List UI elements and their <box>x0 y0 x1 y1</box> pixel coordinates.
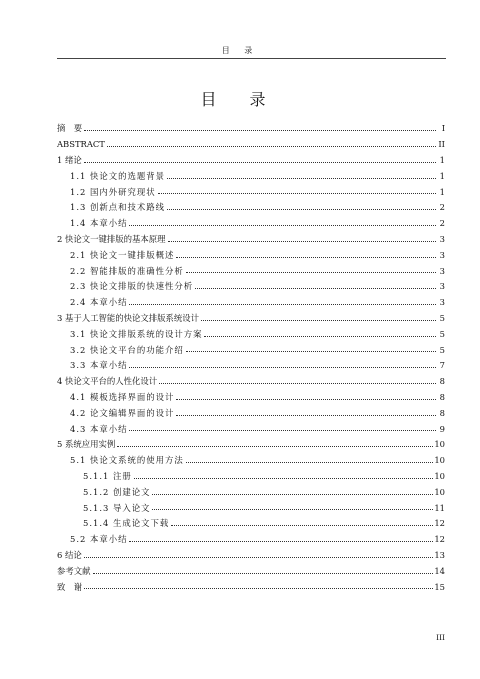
toc-entry[interactable] <box>57 322 445 338</box>
toc-entry-label: 2 快论文一键排版的基本原理 <box>57 233 166 244</box>
toc-leader-dots <box>176 399 436 400</box>
toc-entry-page: 3 <box>439 249 445 260</box>
toc-leader-dots <box>159 383 436 384</box>
toc-entry[interactable] <box>57 528 445 544</box>
toc-entry[interactable] <box>57 149 445 165</box>
toc-entry-page: 2 <box>439 202 445 213</box>
toc-leader-dots <box>176 257 436 258</box>
toc-entry[interactable] <box>57 575 445 591</box>
toc-leader-dots <box>107 146 436 147</box>
toc-entry[interactable] <box>57 417 445 433</box>
toc-leader-dots <box>158 193 436 194</box>
toc-entry-page: 5 <box>439 312 445 323</box>
toc-leader-dots <box>117 446 433 447</box>
toc-leader-dots <box>171 525 433 526</box>
toc-entry-label: 1.3 创新点和技术路线 <box>70 202 165 213</box>
toc-entry-label: 1.1 快论文的选题背景 <box>70 170 165 181</box>
toc-entry[interactable] <box>57 291 445 307</box>
toc-entry-label: 3.2 快论文平台的功能介绍 <box>70 344 184 355</box>
toc-entry-label: 5.1 快论文系统的使用方法 <box>70 455 184 466</box>
toc-leader-dots <box>129 430 436 431</box>
toc-entry-page: 10 <box>434 486 445 497</box>
toc-entry-page: 8 <box>439 376 445 387</box>
toc-entry-label: 2.3 快论文排版的快速性分析 <box>70 281 194 292</box>
toc-entry-label: 3.1 快论文排版系统的设计方案 <box>70 328 203 339</box>
running-header: 目 录 <box>221 46 259 55</box>
toc-entry-label: 6 结论 <box>57 549 82 560</box>
toc-entry-page: 14 <box>434 565 445 576</box>
toc-entry-label: 5.1.4 生成论文下载 <box>83 518 170 529</box>
toc-entry[interactable] <box>57 275 445 291</box>
toc-entry-label: 5.1.1 注册 <box>83 470 132 481</box>
toc-entry[interactable] <box>57 259 445 275</box>
toc-entry[interactable] <box>57 401 445 417</box>
toc-entry-page: 2 <box>439 218 445 229</box>
toc-entry-page: 8 <box>439 407 445 418</box>
toc-entry-page: 12 <box>434 534 445 545</box>
toc-leader-dots <box>152 509 433 510</box>
toc-entry-label: 5 系统应用实例 <box>57 439 116 450</box>
toc-entry-label: 4.1 模板选择界面的设计 <box>70 391 175 402</box>
toc-entry-page: 10 <box>434 470 445 481</box>
toc-leader-dots <box>186 272 436 273</box>
toc-entry-label: 参考文献 <box>57 565 91 576</box>
toc-entry-label: 4.2 论文编辑界面的设计 <box>70 407 175 418</box>
toc-entry-page: I <box>441 123 445 134</box>
toc-entry-page: 5 <box>439 328 445 339</box>
toc-leader-dots <box>168 241 437 242</box>
toc-entry-label: 2.4 本章小结 <box>70 297 128 308</box>
toc-leader-dots <box>186 462 434 463</box>
toc-leader-dots <box>201 320 436 321</box>
toc-leader-dots <box>84 130 436 131</box>
toc-entry[interactable] <box>57 180 445 196</box>
toc-entry-page: 1 <box>439 170 445 181</box>
toc-entry-page: 11 <box>434 502 445 513</box>
toc-entry[interactable] <box>57 386 445 402</box>
toc-entry[interactable] <box>57 164 445 180</box>
toc-entry[interactable] <box>57 512 445 528</box>
toc-entry[interactable] <box>57 559 445 575</box>
toc-entry-page: 1 <box>439 154 445 165</box>
toc-leader-dots <box>84 588 433 589</box>
toc-entry-page: 7 <box>439 360 445 371</box>
toc-leader-dots <box>134 478 434 479</box>
toc-entry[interactable] <box>57 354 445 370</box>
toc-entry-label: 3 基于人工智能的快论文排版系统设计 <box>57 312 199 323</box>
toc-entry[interactable] <box>57 228 445 244</box>
toc-leader-dots <box>176 415 436 416</box>
toc-entry[interactable] <box>57 196 445 212</box>
toc-entry-page: 3 <box>439 233 445 244</box>
toc-entry-label: 致 谢 <box>57 581 83 592</box>
toc-entry[interactable] <box>57 449 445 465</box>
toc-entry[interactable] <box>57 133 445 149</box>
toc-entry-page: 12 <box>434 518 445 529</box>
toc-leader-dots <box>93 573 434 574</box>
toc-entry-page: 5 <box>439 344 445 355</box>
toc-leader-dots <box>152 494 433 495</box>
page-number: III <box>436 633 445 642</box>
toc-entry-label: 1.4 本章小结 <box>70 218 128 229</box>
toc-entry-page: 3 <box>439 281 445 292</box>
toc-leader-dots <box>186 351 436 352</box>
toc-leader-dots <box>195 288 436 289</box>
toc-leader-dots <box>129 367 436 368</box>
toc-entry-page: 9 <box>439 423 445 434</box>
toc-entry-label: 2.1 快论文一键排版概述 <box>70 249 175 260</box>
toc-entry-label: 1.2 国内外研究现状 <box>70 186 156 197</box>
toc-entry-label: 2.2 智能排版的准确性分析 <box>70 265 184 276</box>
toc-entry-page: 3 <box>439 297 445 308</box>
toc-entry[interactable] <box>57 433 445 449</box>
toc-entry[interactable] <box>57 307 445 323</box>
header-rule <box>57 58 446 59</box>
toc-entry-label: 摘 要 <box>57 123 83 134</box>
toc-leader-dots <box>129 304 436 305</box>
toc-entry-page: 15 <box>434 581 445 592</box>
toc-entry-page: 1 <box>439 186 445 197</box>
toc-entry-label: 4 快论文平台的人性化设计 <box>57 376 158 387</box>
toc-entry-page: II <box>438 139 445 150</box>
toc-entry-page: 10 <box>434 439 445 450</box>
toc-leader-dots <box>84 557 434 558</box>
toc-entry[interactable] <box>57 212 445 228</box>
toc-entry-page: 3 <box>439 265 445 276</box>
toc-leader-dots <box>167 209 436 210</box>
toc-leader-dots <box>129 541 433 542</box>
toc-leader-dots <box>129 225 436 226</box>
toc-list <box>57 117 445 591</box>
toc-title: 目 录 <box>200 90 280 109</box>
toc-entry[interactable] <box>57 370 445 386</box>
toc-entry[interactable] <box>57 243 445 259</box>
toc-entry-label: 5.1.2 创建论文 <box>83 486 151 497</box>
toc-leader-dots <box>84 162 436 163</box>
toc-entry[interactable] <box>57 480 445 496</box>
toc-entry[interactable] <box>57 338 445 354</box>
toc-entry-page: 8 <box>439 391 445 402</box>
toc-entry[interactable] <box>57 465 445 481</box>
toc-entry-label: 3.3 本章小结 <box>70 360 128 371</box>
toc-entry-page: 13 <box>434 549 445 560</box>
toc-entry-label: ABSTRACT <box>57 139 105 150</box>
toc-entry[interactable] <box>57 544 445 560</box>
toc-entry[interactable] <box>57 496 445 512</box>
toc-entry-label: 5.2 本章小结 <box>70 534 128 545</box>
toc-entry-label: 4.3 本章小结 <box>70 423 128 434</box>
toc-leader-dots <box>204 336 436 337</box>
toc-leader-dots <box>167 178 436 179</box>
toc-entry[interactable] <box>57 117 445 133</box>
toc-entry-page: 10 <box>434 455 445 466</box>
toc-entry-label: 1 绪论 <box>57 154 82 165</box>
toc-entry-label: 5.1.3 导入论文 <box>83 502 151 513</box>
